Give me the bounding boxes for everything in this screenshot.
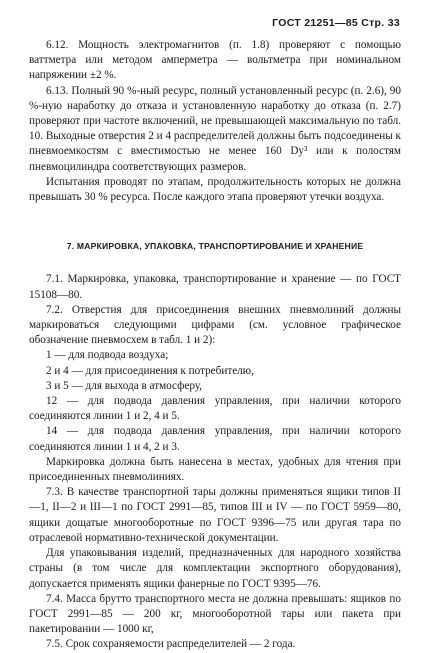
list-item-2-4: 2 и 4 — для присоединения к потребителю, bbox=[46, 364, 254, 377]
paragraph-6-12: 6.12. Мощность электромагнитов (п. 1.8) проверяют с помощью ваттметра или методом амперметра — вольтметра при номинальном напряжении ±2 %. bbox=[29, 39, 401, 82]
paragraph-7-3: 7.3. В качестве транспортной тары должны применяться ящики типов II—1, II—2 и III—1 по ГОСТ 2991—85, типов III и IV — по ГОСТ 5959—80, ящики дощатые многооборотные по ГОСТ 9396—75 или другая тара по отраслевой нормативно-технической документации. bbox=[29, 486, 401, 544]
paragraph-7-4: 7.4. Масса брутто транспортного места не должна превышать: ящиков по ГОСТ 2991—85 — 200 кг, многооборотной тары или пакета при пакетировании — 1000 кг, bbox=[29, 592, 401, 636]
paragraph-6-13: 6.13. Полный 90 %-ный ресурс, полный установленный ресурс (п. 2.6), 90 %-ную наработку до отказа и установленную наработку до отказа (п. 2.7) проверяют при частоте включений, не превышающей максимальную по табл. 10. Выходные отверстия 2 и 4 распределителей должны быть подсоединены к пневмоемкостям с вместимостью не менее 160 Dу³ или к полостям пневмоцилиндра соответствующих размеров. bbox=[29, 84, 401, 173]
document-body bbox=[29, 38, 401, 653]
paragraph-7-2: 7.2. Отверстия для присоединения внешних пневмолиний должны маркироваться следующими цифрами (см. условное графическое обозначение пневмосхем в табл. 1 и 2): bbox=[29, 303, 401, 347]
list-item-3-5: 3 и 5 — для выхода в атмосферу, bbox=[46, 379, 203, 392]
running-header: ГОСТ 21251—85 Стр. 33 bbox=[272, 17, 400, 29]
list-item-12: 12 — для подвода давления управления, при наличии которого соединяются линии 1 и 2, 4 и 5. bbox=[29, 395, 401, 423]
list-item-1: 1 — для подвода воздуха; bbox=[46, 349, 169, 362]
paragraph-7-1: 7.1. Маркировка, упаковка, транспортирование и хранение — по ГОСТ 15108—80. bbox=[29, 273, 401, 301]
paragraph-test-stages: Испытания проводят по этапам, продолжительность которых не должна превышать 30 % ресурса. После каждого этапа проверяют утечки воздуха. bbox=[29, 175, 401, 204]
list-item-14: 14 — для подвода давления управления, при наличии которого соединяются линии 1 и 4, 2 и 3. bbox=[29, 425, 401, 453]
paragraph-packing: Для упаковывания изделий, предназначенных для народного хозяйства страны (в том числе для комплектации экспортного оборудования), допускается применять ящики фанерные по ГОСТ 9395—76. bbox=[29, 547, 401, 590]
section-title: 7. МАРКИРОВКА, УПАКОВКА, ТРАНСПОРТИРОВАНИЕ И ХРАНЕНИЕ bbox=[66, 241, 364, 252]
paragraph-7-5: 7.5. Срок сохраняемости распределителей — 2 года. bbox=[46, 638, 296, 651]
paragraph-marking: Маркировка должна быть нанесена в местах, удобных для чтения при присоединенных пневмолиниях. bbox=[29, 455, 401, 484]
